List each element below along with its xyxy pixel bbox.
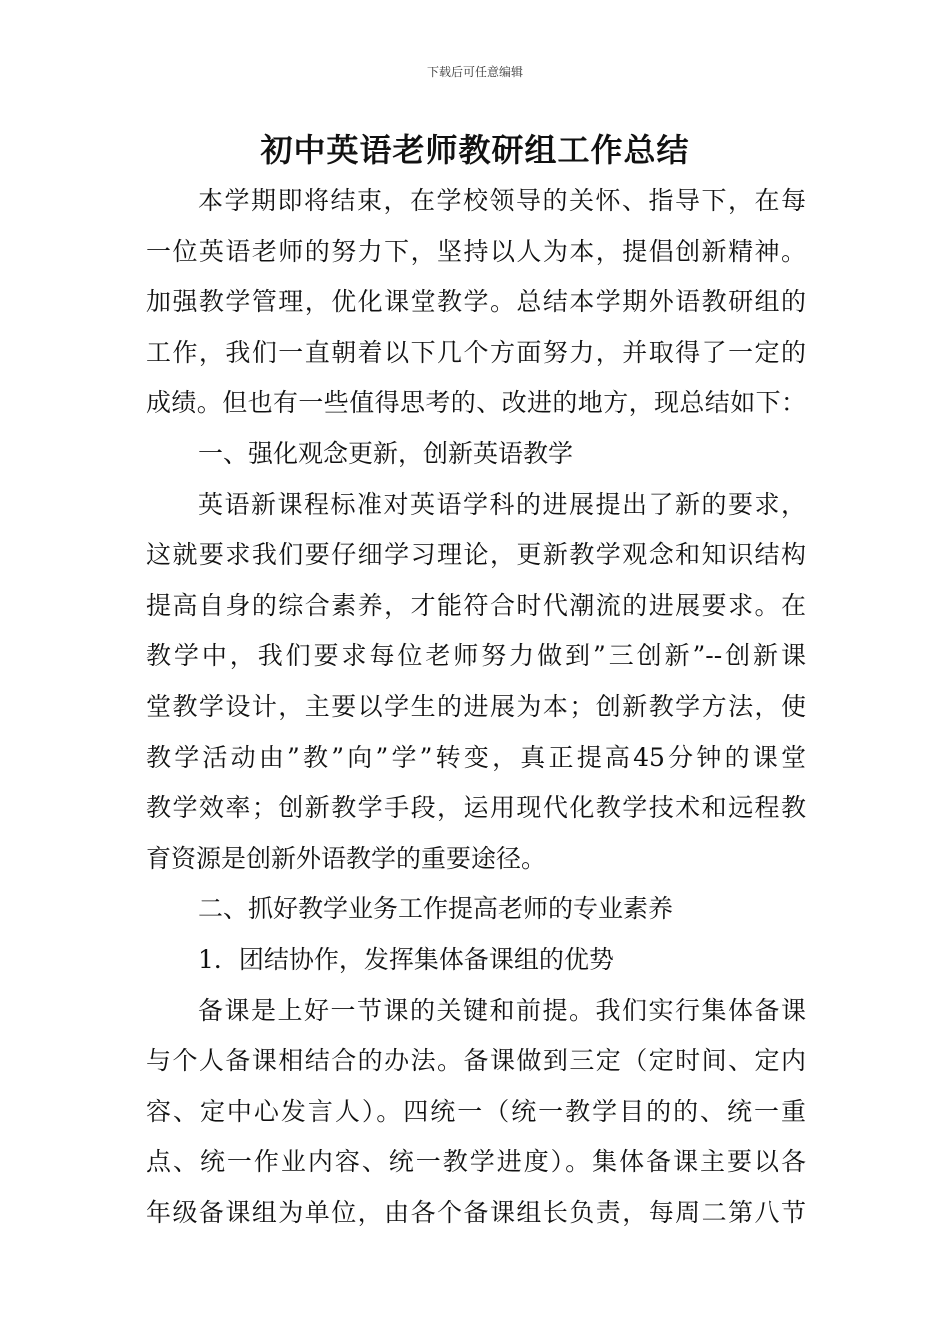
body-line: 加强教学管理，优化课堂教学。总结本学期外语教研组的	[146, 287, 806, 317]
body-line: 教学效率；创新教学手段，运用现代化教学技术和远程教	[146, 793, 806, 823]
body-line: 这就要求我们要仔细学习理论，更新教学观念和知识结构	[146, 540, 806, 570]
body-line: 二、抓好教学业务工作提高老师的专业素养	[198, 894, 674, 924]
body-line: 备课是上好一节课的关键和前提。我们实行集体备课	[198, 995, 806, 1025]
body-line: 年级备课组为单位，由各个备课组长负责，每周二第八节	[146, 1197, 806, 1227]
body-line: 1．团结协作，发挥集体备课组的优势	[198, 944, 614, 974]
document-title: 初中英语老师教研组工作总结	[260, 131, 690, 169]
body-line: 一、强化观念更新，创新英语教学	[198, 438, 574, 468]
body-line: 教学活动由”教”向”学”转变，真正提高45分钟的课堂	[146, 742, 806, 772]
body-line: 英语新课程标准对英语学科的进展提出了新的要求，	[198, 489, 806, 519]
body-line: 容、定中心发言人）。四统一（统一教学目的的、统一重	[146, 1096, 806, 1126]
body-line: 提高自身的综合素养，才能符合时代潮流的进展要求。在	[146, 590, 806, 620]
page-header-note: 下载后可任意编辑	[426, 65, 523, 79]
body-line: 本学期即将结束，在学校领导的关怀、指导下，在每	[198, 186, 806, 215]
body-line: 与个人备课相结合的办法。备课做到三定（定时间、定内	[146, 1046, 806, 1076]
body-line: 工作，我们一直朝着以下几个方面努力，并取得了一定的	[146, 337, 806, 367]
body-line: 育资源是创新外语教学的重要途径。	[146, 843, 547, 873]
body-line: 堂教学设计，主要以学生的进展为本；创新教学方法，使	[146, 691, 806, 721]
document-body	[146, 176, 806, 1238]
body-line: 教学中，我们要求每位老师努力做到”三创新”--创新课	[146, 641, 806, 671]
body-line: 成绩。但也有一些值得思考的、改进的地方，现总结如下：	[146, 388, 806, 418]
body-line: 点、统一作业内容、统一教学进度）。集体备课主要以各	[146, 1147, 806, 1177]
body-line: 一位英语老师的努力下，坚持以人为本，提倡创新精神。	[146, 236, 806, 266]
